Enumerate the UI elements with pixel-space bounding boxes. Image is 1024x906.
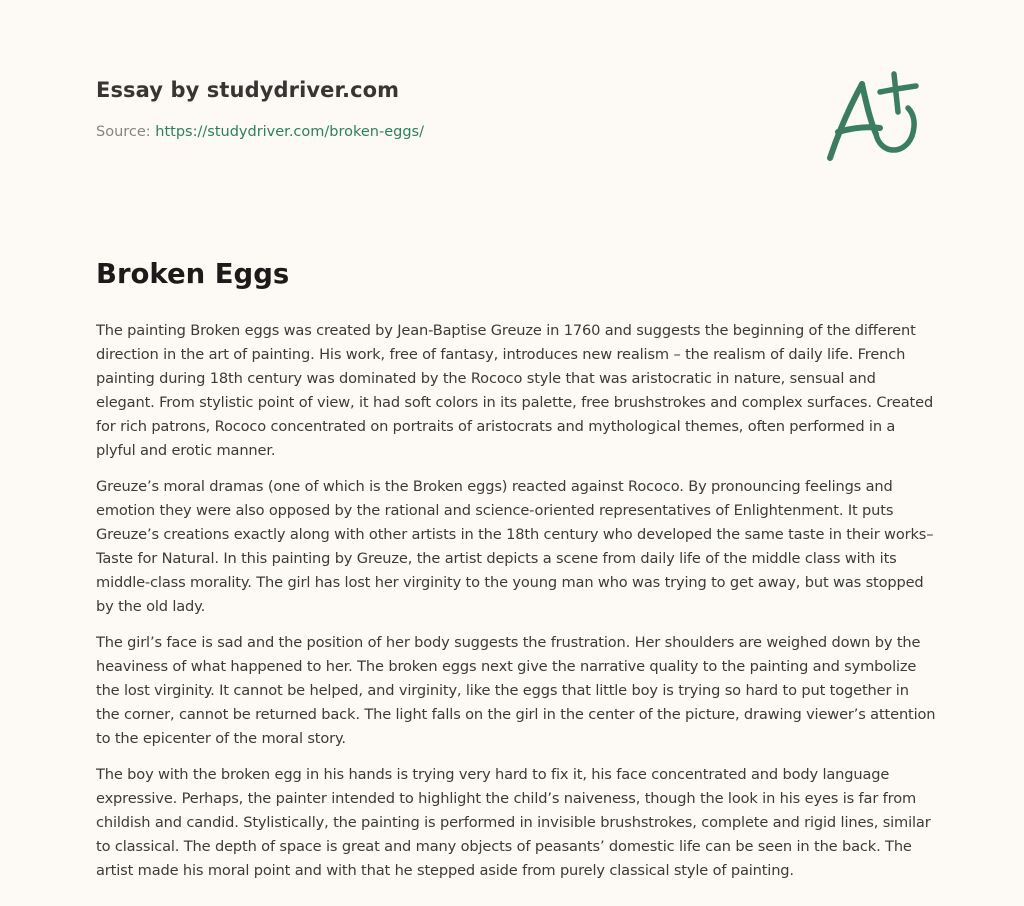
source-link[interactable]: https://studydriver.com/broken-eggs/ <box>155 124 424 140</box>
a-plus-grade-icon <box>818 62 930 166</box>
article-paragraph: The boy with the broken egg in his hands is trying very hard to fix it, his face concentrated and body language expressive. Perhaps, the painter intended to highlight the child’s naiveness, though the look in his eyes is far from childish and candid. Stylistically, the painting is performed in invisible brushstrokes, complete and rigid lines, similar to classical. The depth of space is great and many objects of peasants’ domestic life can be seen in the back. The artist made his moral point and with that he stepped aside from purely classical style of painting. <box>96 766 931 879</box>
source-label: Source: <box>96 124 156 140</box>
article-paragraph: The girl’s face is sad and the position of her body suggests the frustration. Her shoulders are weighed down by the heaviness of what happened to her. The broken eggs next give the narrative quality to the painting and symbolize the lost virginity. It cannot be helped, and virginity, like the eggs that little boy is trying so hard to put together in the corner, cannot be returned back. The light falls on the girl in the center of the picture, drawing viewer’s attention to the epicenter of the moral story. <box>96 634 936 747</box>
article-title: Broken Eggs <box>96 258 290 290</box>
article-paragraph: The painting Broken eggs was created by Jean-Baptise Greuze in 1760 and suggests the beginning of the different direction in the art of painting. His work, free of fantasy, introduces new realism – the realism of daily life. French painting during 18th century was dominated by the Rococo style that was aristocratic in nature, sensual and elegant. From stylistic point of view, it had soft colors in its palette, free brushstrokes and complex surfaces. Created for rich patrons, Rococo concentrated on portraits of aristocrats and mythological themes, often performed in a plyful and erotic manner. <box>96 322 934 459</box>
essay-header <box>96 76 796 142</box>
article <box>96 255 936 895</box>
source-line <box>96 122 796 142</box>
article-paragraph: Greuze’s moral dramas (one of which is the Broken eggs) reacted against Rococo. By pronouncing feelings and emotion they were also opposed by the rational and science-oriented representatives of Enlightenment. It puts Greuze’s creations exactly along with other artists in the 18th century who developed the same taste in their works– Taste for Natural. In this painting by Greuze, the artist depicts a scene from daily life of the middle class with its middle-class morality. The girl has lost her virginity to the young man who was trying to get away, but was stopped by the old lady. <box>96 478 934 615</box>
site-title: Essay by studydriver.com <box>96 78 400 102</box>
